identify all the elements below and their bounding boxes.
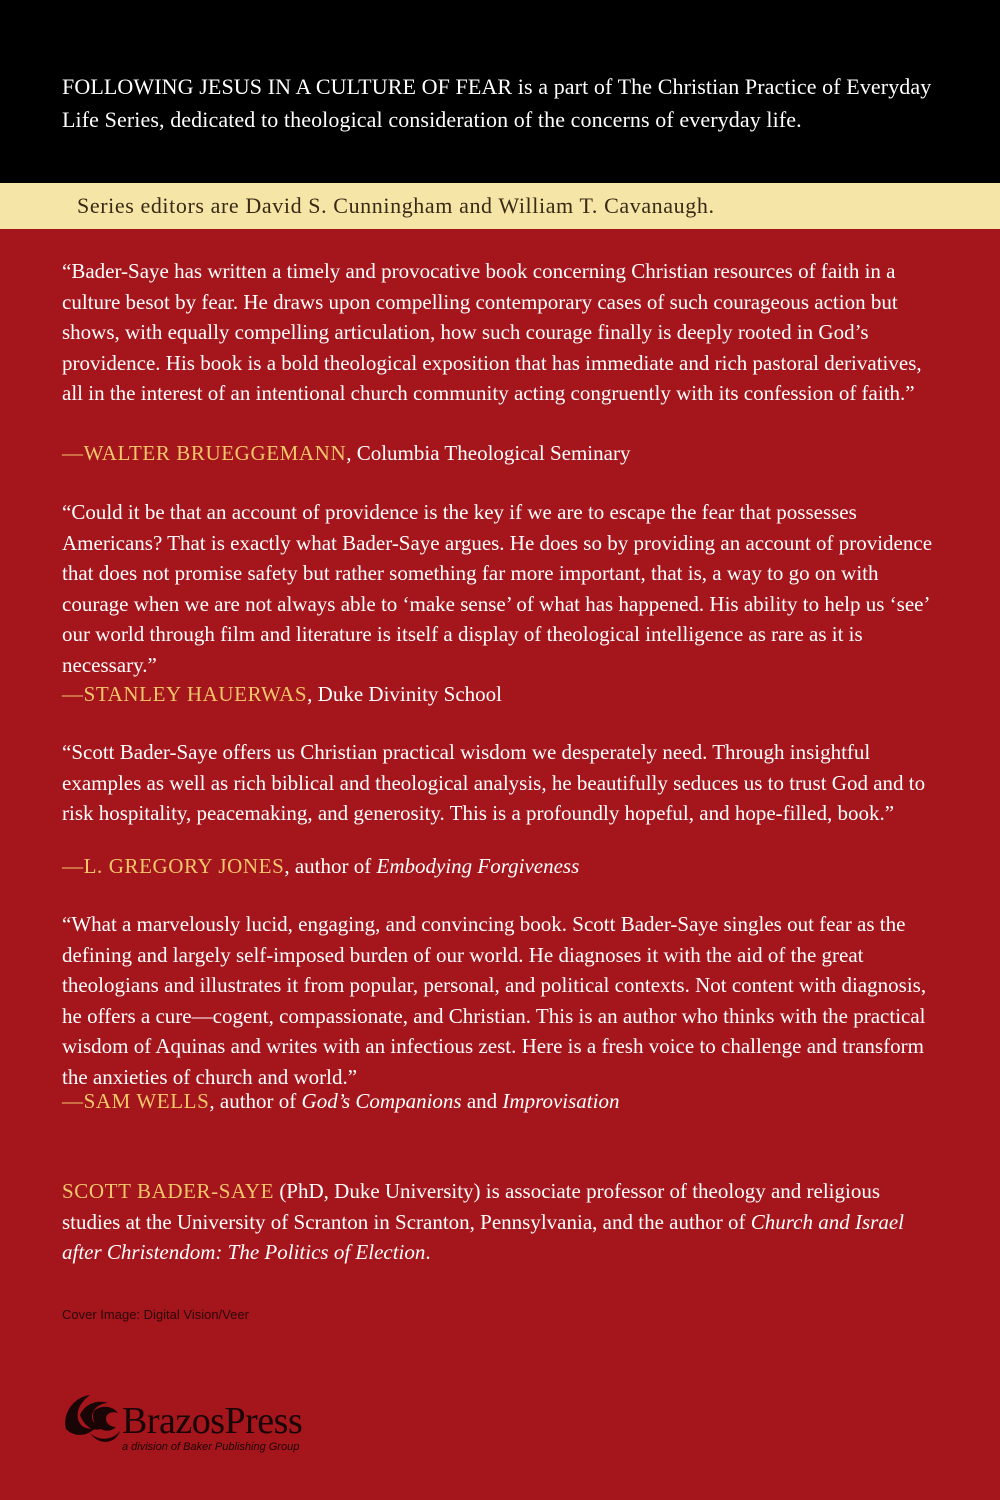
- editors-joiner: and: [452, 193, 499, 218]
- endorser-affiliation-1: , Columbia Theological Seminary: [346, 441, 631, 465]
- cover-image-credit: Cover Image: Digital Vision/Veer: [62, 1307, 249, 1322]
- endorser-work-3: Embodying Forgiveness: [376, 854, 580, 878]
- publisher-logo: [60, 1385, 360, 1455]
- editor-name-1: David S. Cunningham: [245, 193, 453, 218]
- endorsement-quote-4: “What a marvelously lucid, engaging, and convincing book. Scott Bader-Saye singles out fear as the defining and largely self-imposed burden of our world. He diagnoses it with the aid of the great theologians and illustrates it from popular, personal, and political contexts. Not content with diagnosis, he offers a cure—cogent, compassionate, and Christian. This is an author who thinks with the practical wisdom of Aquinas and writes with an infectious zest. Here is a fresh voice to challenge and transform the anxieties of church and world.”: [62, 912, 927, 1089]
- brazos-swirl-icon: [60, 1385, 126, 1449]
- series-editors-line: [77, 192, 715, 220]
- editors-suffix: .: [708, 193, 715, 218]
- endorser-name-4: —SAM WELLS: [62, 1089, 210, 1113]
- endorser-name-3: —L. GREGORY JONES: [62, 854, 285, 878]
- endorser-work-4b: Improvisation: [502, 1089, 620, 1113]
- publisher-tagline: a division of Baker Publishing Group: [122, 1441, 300, 1453]
- editor-name-2: William T. Cavanaugh: [498, 193, 709, 218]
- endorser-name-1: —WALTER BRUEGGEMANN: [62, 441, 347, 465]
- author-bio-end: .: [425, 1240, 431, 1264]
- editors-prefix: Series editors are: [77, 193, 246, 218]
- endorser-joiner-4: and: [461, 1089, 503, 1113]
- endorser-name-2: —STANLEY HAUERWAS: [62, 682, 308, 706]
- endorsement-attribution-2: [62, 679, 942, 709]
- endorsement-quote-2: “Could it be that an account of providence is the key if we are to escape the fear that possesses Americans? That is exactly what Bader-Saye argues. He does so by providing an account of providence that does not promise safety but rather something far more important, that is, a way to go on with courage when we are not always able to ‘make sense’ of what has happened. His ability to help us ‘see’ our world through film and literature is itself a display of theological intelligence as rare as it is necessary.”: [62, 500, 933, 677]
- author-bio-text: (PhD, Duke University) is associate professor of theology and religious studies at the University of Scranton in Scranton, Pennsylvania, and the author of: [62, 1179, 881, 1234]
- endorser-work-4a: God’s Companions: [301, 1089, 462, 1113]
- endorser-affiliation-2: , Duke Divinity School: [307, 682, 502, 706]
- endorsement-attribution-1: [62, 438, 942, 468]
- endorsement-attribution-4: [62, 1086, 942, 1116]
- series-intro-text: is a part of The Christian Practice of Everyday Life Series, dedicated to theological consideration of the concerns of everyday life.: [62, 74, 932, 132]
- author-book-title: Church and Israel after Christendom: The Politics of Election: [62, 1209, 904, 1264]
- endorsement-quote-1: “Bader-Saye has written a timely and provocative book concerning Christian resources of faith in a culture besot by fear. He draws upon compelling contemporary cases of such courageous action but shows, with equally compelling articulation, how such courage finally is deeply rooted in God’s providence. His book is a bold theological exposition that has immediate and rich pastoral derivatives, all in the interest of an intentional church community acting congruently with its confession of faith.”: [62, 259, 922, 405]
- author-bio: [62, 1176, 942, 1268]
- author-name: SCOTT BADER-SAYE: [62, 1179, 275, 1203]
- endorser-affiliation-3: , author of: [284, 854, 377, 878]
- endorsement-attribution-3: [62, 851, 942, 881]
- series-intro: [62, 70, 942, 136]
- endorsement-quote-3: “Scott Bader-Saye offers us Christian practical wisdom we desperately need. Through insightful examples as well as rich biblical and theological analysis, he beautifully seduces us to trust God and to risk hospitality, peacemaking, and generosity. This is a profoundly hopeful, and hope-filled, book.”: [62, 740, 926, 825]
- publisher-name: BrazosPress: [122, 1400, 303, 1442]
- book-title: FOLLOWING JESUS IN A CULTURE OF FEAR: [62, 74, 513, 99]
- endorser-affiliation-4: , author of: [209, 1089, 302, 1113]
